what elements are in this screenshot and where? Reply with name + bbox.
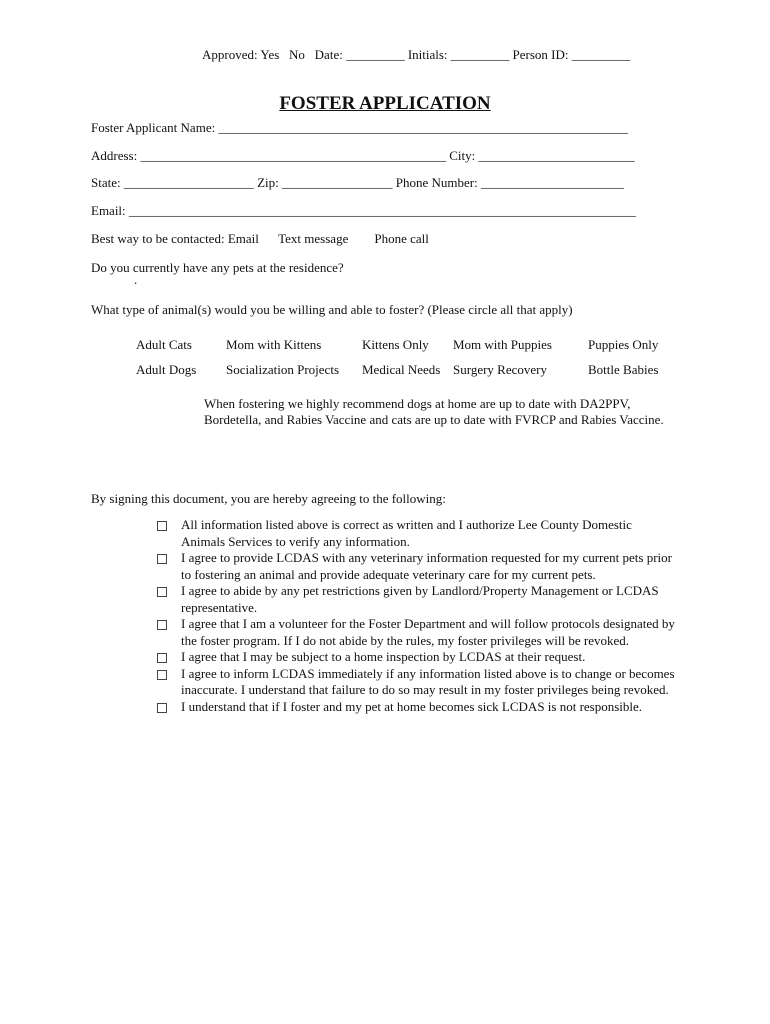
agreement-text: I agree to inform LCDAS immediately if any information listed above is to change or becomes inaccurate. I understand that failure to do so may result in my foster privileges being revoked. [181,665,675,697]
vaccine-note: When fostering we highly recommend dogs at home are up to date with DA2PPV, Bordetella, and Rabies Vaccine and cats are up to date with FVRCP and Rabies Vaccine. [204,396,664,427]
option-bottle-babies[interactable]: Bottle Babies [588,362,659,377]
checkbox[interactable] [157,653,167,663]
agreement-item [157,666,677,699]
agreement-text: I understand that if I foster and my pet at home becomes sick LCDAS is not responsible. [181,698,643,714]
address-city-field[interactable]: Address: _______________________________________________ City: ________________________ [91,148,635,163]
option-puppies-only[interactable]: Puppies Only [588,337,659,352]
checkbox[interactable] [157,521,167,531]
agreement-text: I agree to provide LCDAS with any veterinary information requested for my current pets prior to fostering an animal and provide adequate veterinary care for my current pets. [181,550,672,582]
approval-line: Approved: Yes No Date: _________ Initials: _________ Person ID: _________ [202,47,631,62]
agreement-text: I agree that I may be subject to a home inspection by LCDAS at their request. [181,649,586,664]
option-adult-dogs[interactable]: Adult Dogs [136,362,197,377]
agreement-item [157,550,677,583]
agreement-item [157,649,677,666]
agreement-item [157,699,677,716]
agreement-text: I agree to abide by any pet restrictions given by Landlord/Property Management or LCDAS representative. [181,583,659,615]
animal-type-question: What type of animal(s) would you be willing and able to foster? (Please circle all that apply) [91,302,573,317]
agreement-list [157,517,677,715]
option-surgery-recovery[interactable]: Surgery Recovery [453,362,547,377]
option-adult-cats[interactable]: Adult Cats [136,337,192,352]
option-kittens-only[interactable]: Kittens Only [362,337,429,352]
pets-answer[interactable]: . [134,272,138,287]
page-title: FOSTER APPLICATION [279,93,491,114]
state-zip-phone-field[interactable]: State: ____________________ Zip: _________________ Phone Number: ______________________ [91,175,624,190]
applicant-name-field[interactable]: Foster Applicant Name: _______________________________________________________________ [91,120,628,135]
pets-question: Do you currently have any pets at the residence? [91,260,344,275]
contact-preference[interactable]: Best way to be contacted: Email Text message Phone call [91,231,429,246]
checkbox[interactable] [157,587,167,597]
agreement-item [157,583,677,616]
agreement-text: All information listed above is correct as written and I authorize Lee County Domestic Animals Services to verify any information. [181,517,632,549]
agreement-text: I agree that I am a volunteer for the Foster Department and will follow protocols designated by the foster program. If I do not abide by the rules, my foster privileges will be revoked. [181,616,675,648]
checkbox[interactable] [157,703,167,713]
agreement-item [157,517,677,550]
email-field[interactable]: Email: ______________________________________________________________________________ [91,203,636,218]
checkbox[interactable] [157,670,167,680]
checkbox[interactable] [157,554,167,564]
checkbox[interactable] [157,620,167,630]
option-medical-needs[interactable]: Medical Needs [362,362,441,377]
option-socialization-projects[interactable]: Socialization Projects [226,362,340,377]
option-mom-with-puppies[interactable]: Mom with Puppies [453,337,552,352]
agreement-item [157,616,677,649]
agreement-intro: By signing this document, you are hereby agreeing to the following: [91,491,446,506]
option-mom-with-kittens[interactable]: Mom with Kittens [226,337,322,352]
